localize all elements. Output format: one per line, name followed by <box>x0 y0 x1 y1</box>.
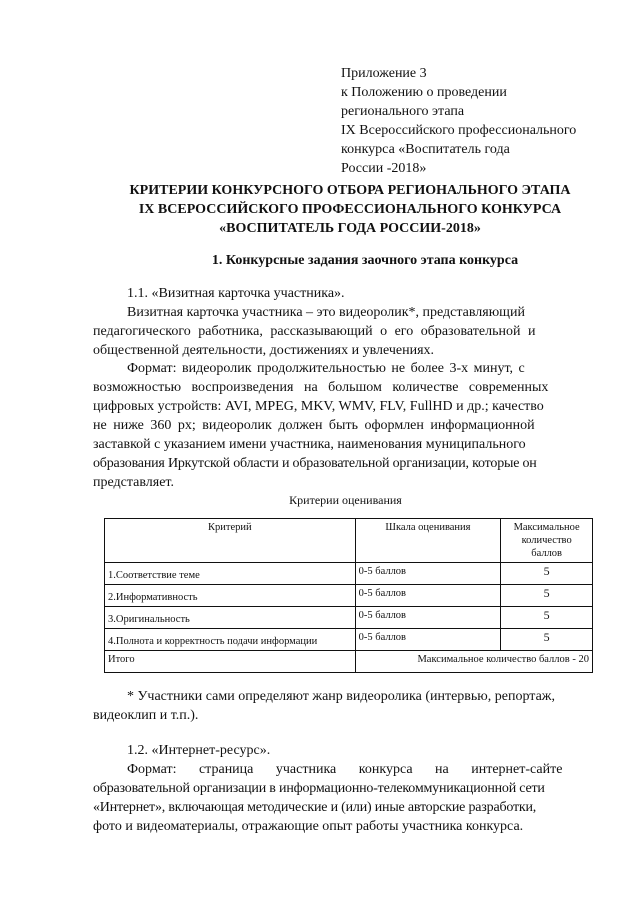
paragraph-line: не ниже 360 px; видеоролик должен быть оформлен информационной <box>93 418 535 433</box>
appendix-line: конкурса «Воспитатель года <box>341 142 510 157</box>
appendix-line: IX Всероссийского профессионального <box>341 123 577 138</box>
criterion-cell: 2.Информативность <box>105 585 356 607</box>
criterion-cell: 4.Полнота и корректность подачи информации <box>105 629 356 651</box>
table-header-row <box>105 519 593 563</box>
scale-cell: 0-5 баллов <box>355 563 501 585</box>
paragraph-line: образовательной организации в информационно-телекоммуникационной сети <box>93 781 545 796</box>
scale-cell: 0-5 баллов <box>355 585 501 607</box>
header-criterion: Критерий <box>105 519 356 563</box>
header-max-line: Максимальное <box>513 522 580 533</box>
scale-cell: 0-5 баллов <box>355 607 501 629</box>
paragraph-line: представляет. <box>93 475 174 490</box>
table-row <box>105 563 593 585</box>
title-line: IX ВСЕРОССИЙСКОГО ПРОФЕССИОНАЛЬНОГО КОНКУРСА <box>138 202 562 217</box>
paragraph-line: Формат: страница участника конкурса на интернет-сайте <box>127 762 563 777</box>
paragraph-line: цифровых устройств: AVI, MPEG, MKV, WMV, FLV, FullHD и др.; качество <box>93 399 544 414</box>
paragraph-line: «Интернет», включающая методические и (или) иные авторские разработки, <box>93 800 537 815</box>
item-heading-text: 1.1. «Визитная карточка участника». <box>127 286 345 301</box>
item-heading-text: 1.2. «Интернет-ресурс». <box>127 743 271 758</box>
header-max-line: количество <box>521 535 572 546</box>
paragraph-line: заставкой с указанием имени участника, наименования муниципального <box>93 437 526 452</box>
paragraph-line <box>93 303 598 322</box>
footnote-line: видеоклип и т.п.). <box>93 708 199 723</box>
header-scale: Шкала оценивания <box>355 519 501 563</box>
header-max-line: баллов <box>531 548 563 559</box>
appendix-reference <box>341 64 611 178</box>
appendix-line: Приложение 3 <box>341 66 427 81</box>
criterion-cell: 3.Оригинальность <box>105 607 356 629</box>
section-heading: 1. Конкурсные задания заочного этапа конкурса <box>211 253 519 268</box>
appendix-line: регионального этапа <box>341 104 465 119</box>
table-total-row <box>105 651 593 673</box>
table-row <box>105 629 593 651</box>
paragraph-line: возможностью воспроизведения на большом количестве современных <box>93 380 549 395</box>
max-cell: 5 <box>501 629 593 651</box>
table-row <box>105 607 593 629</box>
footnote-line <box>93 687 598 706</box>
total-value-cell: Максимальное количество баллов - 20 <box>355 651 592 673</box>
paragraph-line: общественной деятельности, достижениях и увлечениях. <box>93 343 435 358</box>
table-caption: Критерии оценивания <box>289 493 402 507</box>
item-heading-1-2 <box>93 741 598 760</box>
appendix-line: к Положению о проведении <box>341 85 507 100</box>
paragraph-format <box>93 359 598 492</box>
paragraph-line: педагогического работника, рассказывающий о его образовательной и <box>93 324 536 339</box>
footnote-text: * Участники сами определяют жанр видеоролика (интервью, репортаж, <box>127 689 555 704</box>
appendix-line: России -2018» <box>341 161 427 176</box>
header-max <box>501 519 593 563</box>
paragraph-line: фото и видеоматериалы, отражающие опыт работы участника конкурса. <box>93 819 524 834</box>
table-row <box>105 585 593 607</box>
criterion-cell: 1.Соответствие теме <box>105 563 356 585</box>
document-title <box>60 181 640 238</box>
paragraph-line: Формат: видеоролик продолжительностью не более 3-х минут, с <box>127 361 525 376</box>
criteria-table <box>104 518 593 673</box>
footnote <box>93 687 598 725</box>
title-line: «ВОСПИТАТЕЛЬ ГОДА РОССИИ-2018» <box>219 221 481 236</box>
paragraph-internet-resource <box>93 760 598 836</box>
paragraph-visiting-card <box>93 303 598 360</box>
max-cell: 5 <box>501 563 593 585</box>
paragraph-text: Визитная карточка участника – это видеоролик*, представляющий <box>127 305 525 320</box>
item-heading-1-1 <box>93 284 598 303</box>
total-label-cell: Итого <box>105 651 356 673</box>
paragraph-line: образования Иркутской области и образовательной организации, которые он <box>93 456 537 471</box>
max-cell: 5 <box>501 607 593 629</box>
scale-cell: 0-5 баллов <box>355 629 501 651</box>
title-line: КРИТЕРИИ КОНКУРСНОГО ОТБОРА РЕГИОНАЛЬНОГО ЭТАПА <box>129 183 571 198</box>
max-cell: 5 <box>501 585 593 607</box>
